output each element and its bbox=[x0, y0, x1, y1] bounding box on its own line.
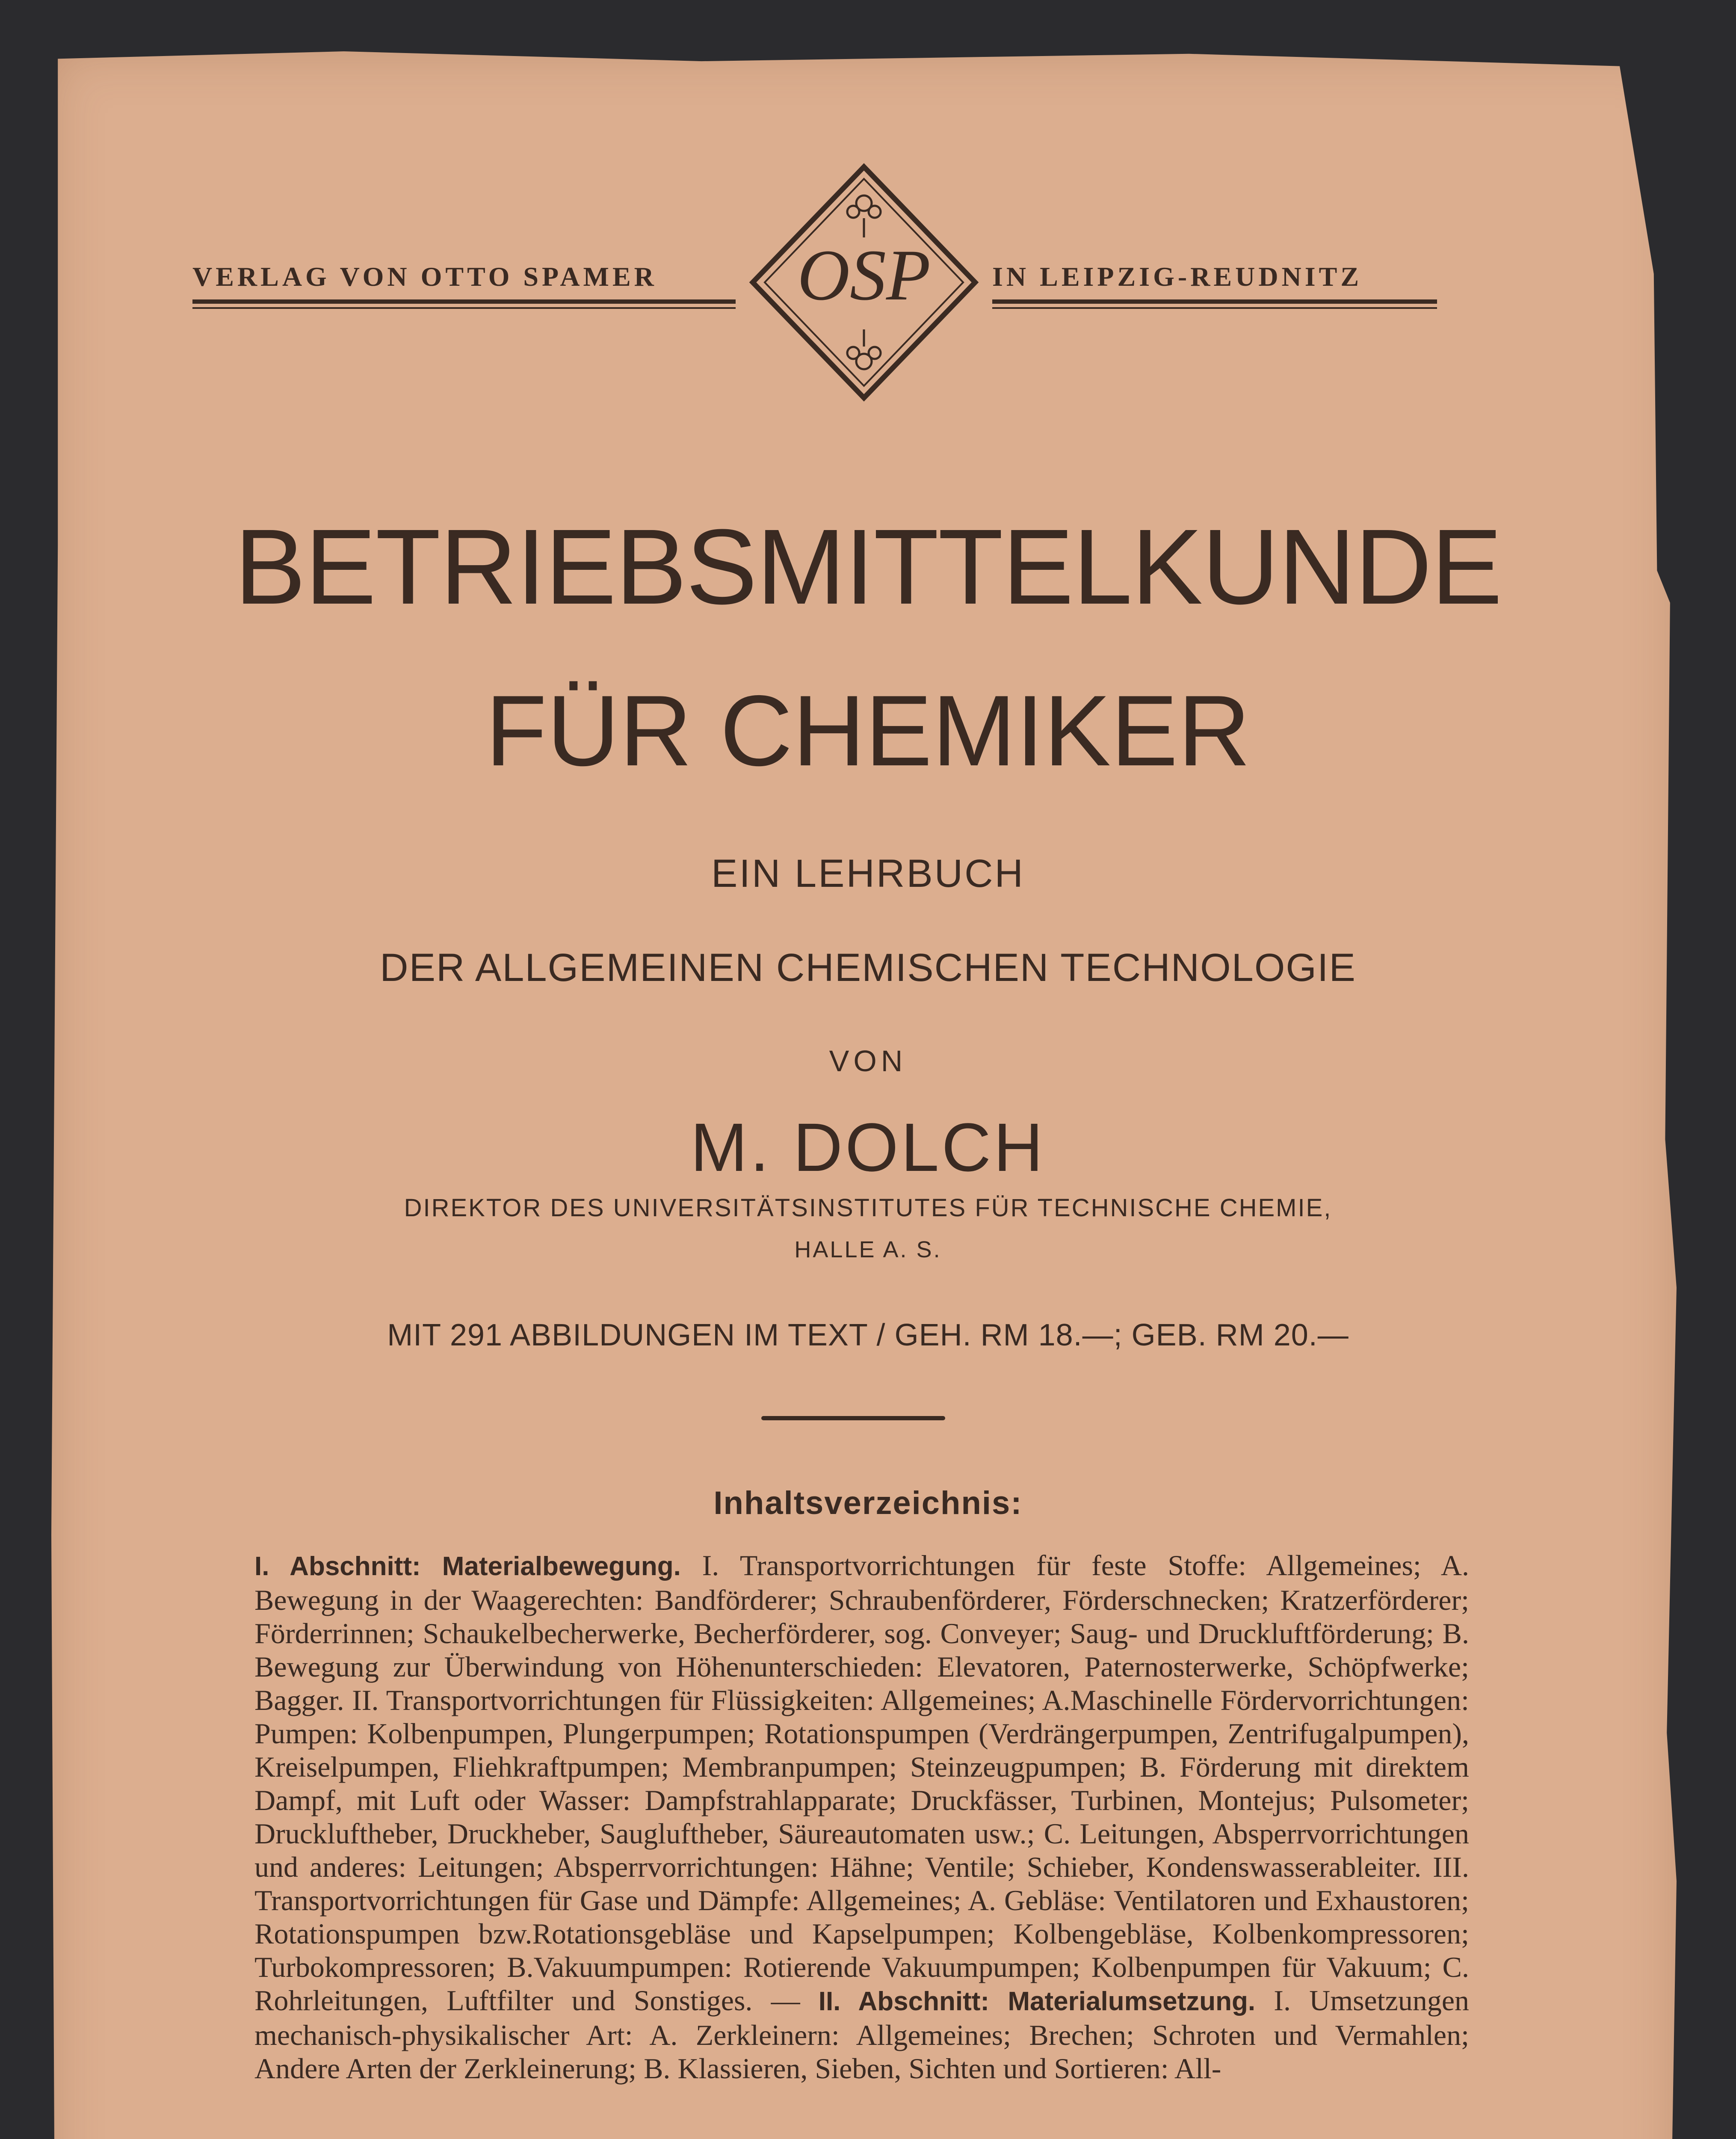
toc-body bbox=[254, 1549, 1469, 2085]
book-title-line2: FÜR CHEMIKER bbox=[485, 674, 1251, 787]
header-rule-left bbox=[192, 299, 736, 304]
author-name: M. DOLCH bbox=[690, 1109, 1046, 1185]
book-title-line1: BETRIEBSMITTELKUNDE bbox=[234, 507, 1502, 626]
author-affiliation: DIREKTOR DES UNIVERSITÄTSINSTITUTES FÜR TECHNISCHE CHEMIE, bbox=[404, 1194, 1332, 1222]
price-line: MIT 291 ABBILDUNGEN IM TEXT / GEH. RM 18.—; GEB. RM 20.— bbox=[387, 1318, 1349, 1352]
header-rule-right bbox=[992, 299, 1437, 304]
by-label: VON bbox=[829, 1044, 907, 1078]
publisher-name: VERLAG VON OTTO SPAMER bbox=[192, 261, 657, 292]
publisher-header bbox=[192, 163, 1450, 402]
toc-section1-heading: I. Abschnitt: Materialbewegung. bbox=[254, 1552, 681, 1581]
toc-section2-text: I. Umsetzungen mechanisch-physikalischer Art: A. Zerkleinern: Allgemeines; Brechen; Schroten und Vermahlen; Andere Arten der Zerkleinerung; B. Klassieren, Sieben, Sichten und Sortieren: All- bbox=[254, 1984, 1469, 2085]
subtitle-line2: DER ALLGEMEINEN CHEMISCHEN TECHNOLOGIE bbox=[380, 946, 1356, 990]
publisher-location: IN LEIPZIG-REUDNITZ bbox=[992, 261, 1363, 292]
toc-section2-heading: II. Abschnitt: Materialumsetzung. bbox=[818, 1987, 1256, 2016]
header-rule-left-thin bbox=[192, 307, 736, 309]
author-location: HALLE A. S. bbox=[794, 1237, 942, 1262]
header-rule-right-thin bbox=[992, 307, 1437, 309]
logo-letters: OSP bbox=[797, 235, 931, 315]
subtitle-line1: EIN LEHRBUCH bbox=[711, 852, 1025, 895]
publisher-logo-icon bbox=[748, 163, 979, 402]
toc-heading: Inhaltsverzeichnis: bbox=[713, 1485, 1023, 1521]
section-divider bbox=[761, 1416, 945, 1420]
toc-section1-text: I. Transportvorrichtungen für feste Stoffe: Allgemeines; A. Bewegung in der Waagerechten: Bandförderer; Schraubenförderer, Förderschnecken; Kratzerförderer; Förderrinnen; Schaukelbecherwerke, Becherförderer, sog. Conveyer; Saug- und Druckluftförderung; B. Bewegung zur Überwindung von Höhenunterschieden: Elevatoren, Paternosterwerke, Schöpfwerke; Bagger. II. Transportvorrichtungen für Flüssigkeiten: Allgemeines; A.Maschinelle Fördervorrichtungen: Pumpen: Kolbenpumpen, Plungerpumpen; Rotationspumpen (Verdrängerpumpen, Zentrifugalpumpen), Kreiselpumpen, Fliehkraftpumpen; Membranpumpen; Steinzeugpumpen; B. Förderung mit direktem Dampf, mit Luft oder Wasser: Dampfstrahlapparate; Druckfässer, Turbinen, Montejus; Pulsometer; Druckluftheber, Druckheber, Saugluftheber, Säureautomaten usw.; C. Leitungen, Absperrvorrichtungen und anderes: Leitungen; Absperrvorrichtungen: Hähne; Ventile; Schieber, Kondenswasserableiter. III. Transportvorrichtungen für Gase und Dämpfe: Allgemeines; A. Gebläse: Ventilatoren und Exhaustoren; Rotationspumpen bzw.Rotationsgebläse und Kapselpumpen; Kolbengebläse, Kolbenkompressoren; Turbokompressoren; B.Vakuumpumpen: Rotierende Vakuumpumpen; Kolbenpumpen für Vakuum; C. Rohrleitungen, Luftfilter und Sonstiges. — bbox=[254, 1549, 1469, 2017]
